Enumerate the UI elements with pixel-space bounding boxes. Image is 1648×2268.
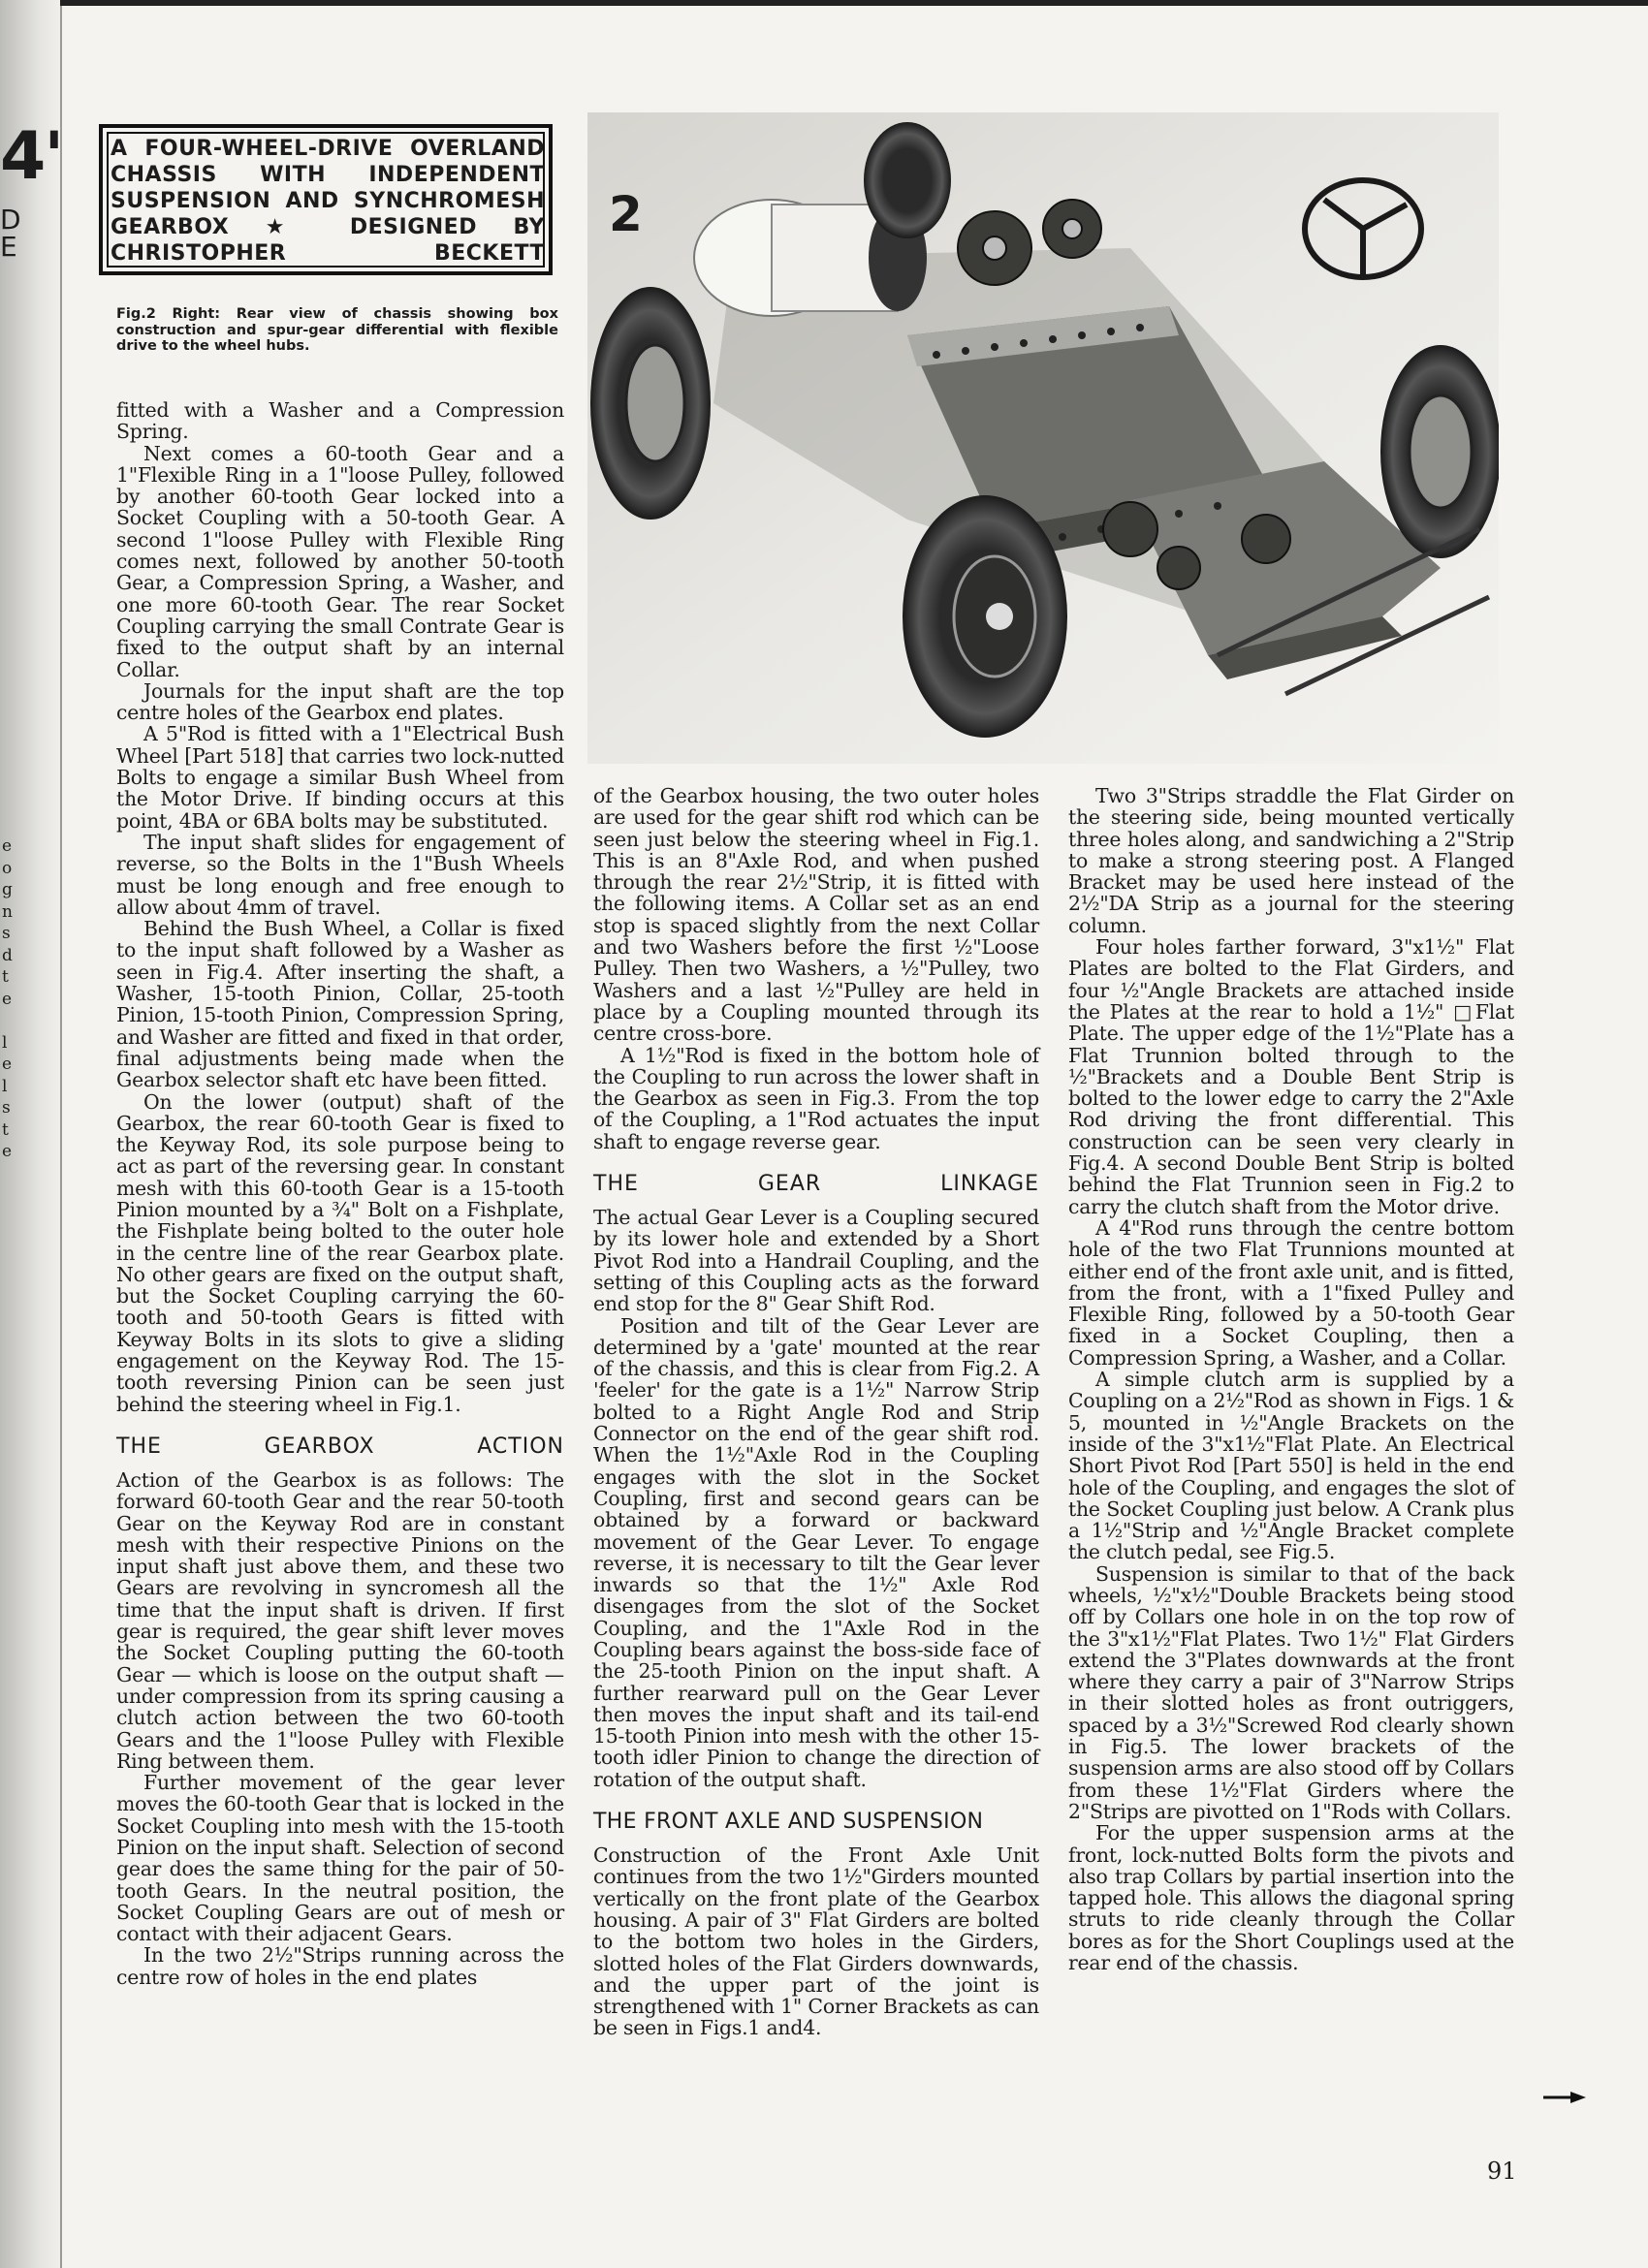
section-heading-gear-linkage: THE GEAR LINKAGE [593,1172,1039,1197]
gutter-big-glyph: 4' [0,118,63,195]
top-edge-shadow [60,0,1648,6]
col1-paragraph: Action of the Gearbox is as follows: The forward 60-tooth Gear and the rear 50-tooth Gear on the Keyway Rod are in constant mesh with their respective Pinions on the input shaft just above them, and these two Gears are revolving in syncromesh all the time that the input shaft is driven. If first gear is required, the gear shift lever moves the Socket Coupling putting the 60-tooth Gear — which is loose on the output shaft — under compression from its spring causing a clutch action between the two 60-tooth Gears and the 1"loose Pulley with Flexible Ring between them. [116,1467,564,1773]
col3-paragraph: For the upper suspension arms at the front, lock-nutted Bolts form the pivots and also trap Collars by partial insertion into the tapped hole. This allows the diagonal spring struts to ride cleanly through the Collar bores as for the Short Couplings used at the rear end of the chassis. [1068,1821,1514,1975]
rear-right-wheel [864,122,951,238]
front-left-wheel [903,495,1067,738]
col3-paragraph: Four holes farther forward, 3"x1½" Flat Plates are bolted to the Flat Girders, and four ½"Angle Brackets are attached inside the Plates at the rear to hold a 1½" □Flat Plate. The upper edge of the 1½"Plate has a Flat Trunnion bolted through to the ½"Brackets and a Double Bent Strip is bolted to the lower edge to carry the 2"Axle Rod driving the front differential. This construction can be seen very clearly in Fig.4. A second Double Bent Strip is bolted behind the Flat Trunnion seen in Fig.2 to carry the clutch shaft from the Motor drive. [1068,935,1514,1218]
article-title: A FOUR-WHEEL-DRIVE OVERLAND CHASSIS WITH INDEPENDENT SUSPENSION AND SYNCHROMESH GEARBOX ★ DESIGNED BY CHRISTOPHER BECKETT [111,137,545,266]
continued-arrow-icon [1543,2092,1586,2103]
page-number: 91 [1487,2158,1517,2185]
col2-paragraph: Construction of the Front Axle Unit continues from the two 1½"Girders mounted vertically on the front plate of the Gearbox housing. A pair of 3" Flat Girders are bolted to the bottom two holes in the Girders, slotted holes of the Flat Girders downwards, and the upper part of the joint is strengthened with 1" Corner Brackets as can be seen in Figs.1 and4. [593,1843,1039,2040]
article-title-box [99,124,553,275]
front-right-wheel [1380,345,1499,558]
col1-paragraph: On the lower (output) shaft of the Gearbox, the rear 60-tooth Gear is fixed to the Keyway Rod, its sole purpose being to act as part of the reversing gear. In constant mesh with this 60-tooth Gear is a 15-tooth Pinion mounted by a ¾" Bolt on a Fishplate, the Fishplate being bolted to the outer hole in the centre line of the rear Gearbox plate. No other gears are fixed on the output shaft, but the Socket Coupling carrying the 60-tooth and 50-tooth Gears is fitted with Keyway Bolts in its slots to give a sliding engagement on the Keyway Rod. The 15-tooth reversing Pinion can be seen just behind the steering wheel in Fig.1. [116,1089,564,1416]
col1-paragraph: The input shaft slides for engagement of reverse, so the Bolts in the 1"Bush Wheels must be long enough and free enough to allow about 4mm of travel. [116,830,564,919]
col1-paragraph: fitted with a Washer and a Compression Spring. [116,398,564,444]
gutter-text: e o g n s d t e l e l s t e [2,836,13,1161]
chassis-photo [587,112,1499,764]
rear-left-wheel [590,287,711,520]
col3-paragraph: Suspension is similar to that of the back wheels, ½"x½"Double Brackets being stood off by Collars one hole in on the top row of the 3"x1½"Flat Plates. Two 1½" Flat Girders extend the 3"Plates downwards at the front where they carry a pair of 3"Narrow Strips in their slotted holes as front outriggers, spaced by a 3½"Screwed Rod clearly shown in Fig.5. The lower brackets of the suspension arms are also stood off by Collars from these 1½"Flat Girders where the 2"Strips are pivotted on 1"Rods with Collars. [1068,1561,1514,1823]
previous-page-gutter [0,0,62,2268]
column-1 [116,399,564,1988]
column-3 [1068,785,1514,1973]
col1-paragraph: In the two 2½"Strips running across the centre row of holes in the end plates [116,1943,564,1989]
col3-paragraph: Two 3"Strips straddle the Flat Girder on the steering side, being mounted vertically three holes along, and sandwiching a 2"Strip to make a strong steering post. A Flanged Bracket may be used here instead of the 2½"DA Strip as a journal for the steering column. [1068,784,1514,937]
col2-paragraph: A 1½"Rod is fixed in the bottom hole of the Coupling to run across the lower shaft in the Gearbox as seen in Fig.3. From the top of the Coupling, a 1"Rod actuates the input shaft to engage reverse gear. [593,1043,1039,1153]
col3-paragraph: A 4"Rod runs through the centre bottom hole of the two Flat Trunnions mounted at either end of the front axle unit, and is fitted, from the front, with a 1"fixed Pulley and Flexible Ring, followed by a 50-tooth Gear fixed in a Socket Coupling, then a Compression Spring, a Washer, and a Collar. [1068,1215,1514,1370]
section-heading-front-axle: THE FRONT AXLE AND SUSPENSION [593,1810,984,1835]
gutter-letter-1: D [0,204,21,236]
col1-paragraph: Journals for the input shaft are the top centre holes of the Gearbox end plates. [116,678,564,725]
col2-paragraph: of the Gearbox housing, the two outer holes are used for the gear shift rod which can be seen just below the steering wheel in Fig.1. This is an 8"Axle Rod, and when pushed through the rear 2½"Strip, it is fitted with the following items. A Collar set as an end stop is spaced slightly from the next Collar and two Washers before the first ½"Loose Pulley. Then two Washers, a ½"Pulley, two Washers and a last ½"Pulley are held in place by a Coupling mounted through its centre cross-bore. [593,784,1039,1046]
col1-paragraph: Further movement of the gear lever moves the 60-tooth Gear that is locked in the Socket Coupling into mesh with the 15-tooth Pinion on the input shaft. Selection of second gear does the same thing for the pair of 50-tooth Gears. In the neutral position, the Socket Coupling Gears are out of mesh or contact with their adjacent Gears. [116,1771,564,1946]
col1-paragraph: A 5"Rod is fitted with a 1"Electrical Bush Wheel [Part 518] that carries two lock-nutted Bolts to engage a similar Bush Wheel from the Motor Drive. If binding occurs at this point, 4BA or 6BA bolts may be substituted. [116,722,564,833]
col2-paragraph: Position and tilt of the Gear Lever are determined by a 'gate' mounted at the rear of the chassis, and this is clear from Fig.2. A 'feeler' for the gate is a 1½" Narrow Strip bolted to a Right Angle Rod and Strip Connector on the end of the gear shift rod. When the 1½"Axle Rod in the Coupling engages with the slot in the Socket Coupling, first and second gears can be obtained by a forward or backward movement of the Gear Lever. To engage reverse, it is necessary to tilt the Gear lever inwards so that the 1½" Axle Rod disengages from the slot of the Socket Coupling, and the 1"Axle Rod in the Coupling bears against the boss-side face of the 25-tooth Pinion on the input shaft. A further rearward pull on the Gear Lever then moves the input shaft and its tail-end 15-tooth Pinion into mesh with the other 15-tooth idler Pinion to change the direction of rotation of the output shaft. [593,1313,1039,1791]
col1-paragraph: Behind the Bush Wheel, a Collar is fixed to the input shaft followed by a Washer as seen in Fig.4. After inserting the shaft, a Washer, 15-tooth Pinion, Collar, 25-tooth Pinion, 15-tooth Pinion, Compression Spring, and Washer are fitted and fixed in that order, final adjustments being made when the Gearbox selector shaft etc have been fitted. [116,917,564,1092]
col2-paragraph: The actual Gear Lever is a Coupling secured by its lower hole and extended by a Short Pivot Rod into a Handrail Coupling, and the setting of this Coupling acts as the forward end stop for the 8" Gear Shift Rod. [593,1206,1039,1316]
column-2 [593,785,1039,2039]
col3-paragraph: A simple clutch arm is supplied by a Coupling on a 2½"Rod as shown in Figs. 1 & 5, mounted in ½"Angle Brackets on the inside of the 3"x1½"Flat Plate. An Electrical Short Pivot Rod [Part 550] is held in the end hole of the Coupling, and engages the slot of the Socket Coupling just below. A Crank plus a 1½"Strip and ½"Angle Bracket complete the clutch pedal, see Fig.5. [1068,1368,1514,1564]
gutter-letter-2: E [0,231,17,263]
section-heading-gearbox-action: THE GEARBOX ACTION [116,1433,564,1459]
figure-number: 2 [609,186,643,242]
figure-caption: Fig.2 Right: Rear view of chassis showing box construction and spur-gear differential with flexible drive to the wheel hubs. [116,306,558,354]
col1-paragraph: Next comes a 60-tooth Gear and a 1"Flexible Ring in a 1"loose Pulley, followed by another 60-tooth Gear locked into a Socket Coupling with a 50-tooth Gear. A second 1"loose Pulley with Flexible Ring comes next, followed by another 50-tooth Gear, a Compression Spring, a Washer, and one more 60-tooth Gear. The rear Socket Coupling carrying the small Contrate Gear is fixed to the output shaft by an internal Collar. [116,441,564,681]
